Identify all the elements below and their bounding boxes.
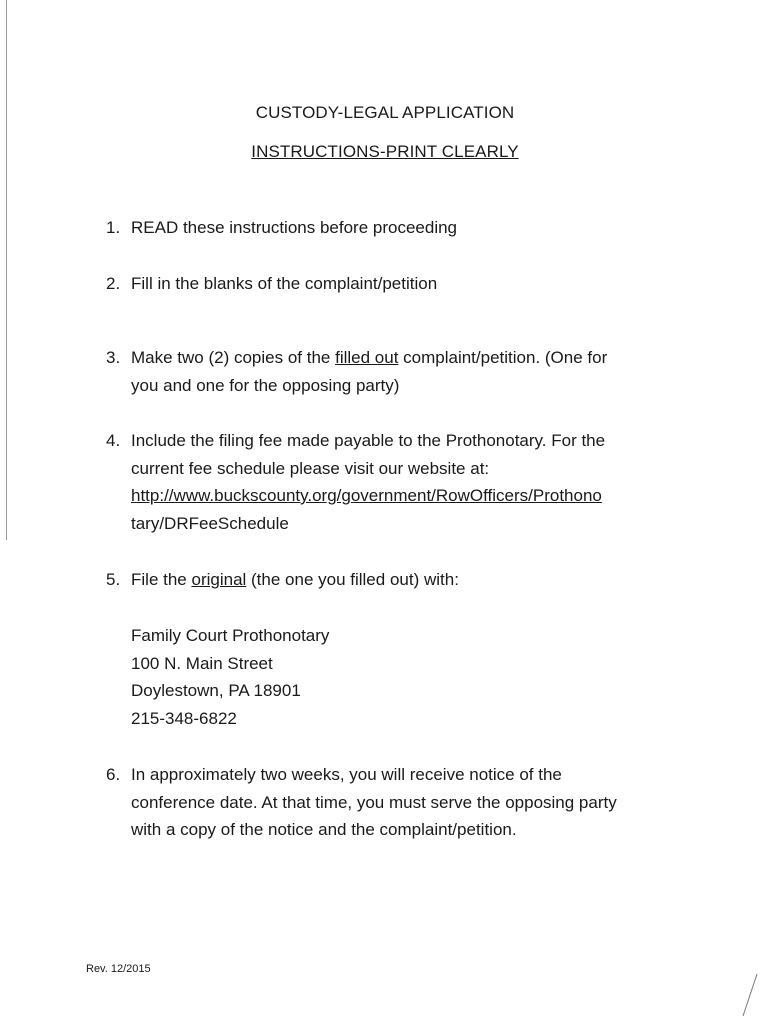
item-text: Fill in the blanks of the complaint/petition xyxy=(131,274,438,293)
item-number: 1. xyxy=(106,218,121,237)
item-number: 3. xyxy=(106,348,121,367)
instruction-item-1 xyxy=(106,214,706,242)
address-city: Doylestown, PA 18901 xyxy=(131,681,301,700)
page-subtitle: INSTRUCTIONS-PRINT CLEARLY xyxy=(251,142,519,161)
prothonotary-address xyxy=(131,622,329,732)
address-phone: 215-348-6822 xyxy=(131,708,237,728)
instruction-item-6 xyxy=(106,761,706,844)
item-number: 2. xyxy=(106,274,121,293)
item-line: current fee schedule please visit our website at: xyxy=(131,458,490,478)
item-line: In approximately two weeks, you will receive notice of the xyxy=(131,765,562,784)
page-title: CUSTODY-LEGAL APPLICATION xyxy=(255,103,515,122)
item-line: Make two (2) copies of the filled out complaint/petition. (One for xyxy=(131,348,608,367)
item-number: 5. xyxy=(106,570,121,589)
emphasis-filled-out: filled out xyxy=(335,348,399,367)
revision-date: Rev. 12/2015 xyxy=(86,963,151,975)
item-text: READ these instructions before proceeding xyxy=(131,218,458,237)
fee-schedule-link[interactable]: http://www.buckscounty.org/government/RowOfficers/Prothono tary/DRFeeSchedule xyxy=(131,486,602,533)
page-edge-line xyxy=(6,0,7,540)
item-line: conference date. At that time, you must serve the opposing party xyxy=(131,792,617,812)
item-number: 6. xyxy=(106,765,121,784)
instruction-item-4 xyxy=(106,427,706,537)
address-name: Family Court Prothonotary xyxy=(131,626,330,645)
item-line: Include the filing fee made payable to the Prothonotary. For the xyxy=(131,431,606,450)
item-line: with a copy of the notice and the complaint/petition. xyxy=(131,820,517,839)
instruction-item-5: 5. File the original (the one you filled out) with: xyxy=(106,566,706,594)
instruction-item-2 xyxy=(106,270,706,298)
item-line: you and one for the opposing party) xyxy=(131,375,400,395)
item-number: 4. xyxy=(106,431,121,450)
address-street: 100 N. Main Street xyxy=(131,653,273,673)
instruction-item-3 xyxy=(106,344,706,399)
emphasis-original: original xyxy=(191,570,247,589)
pen-mark-icon xyxy=(740,972,760,1018)
